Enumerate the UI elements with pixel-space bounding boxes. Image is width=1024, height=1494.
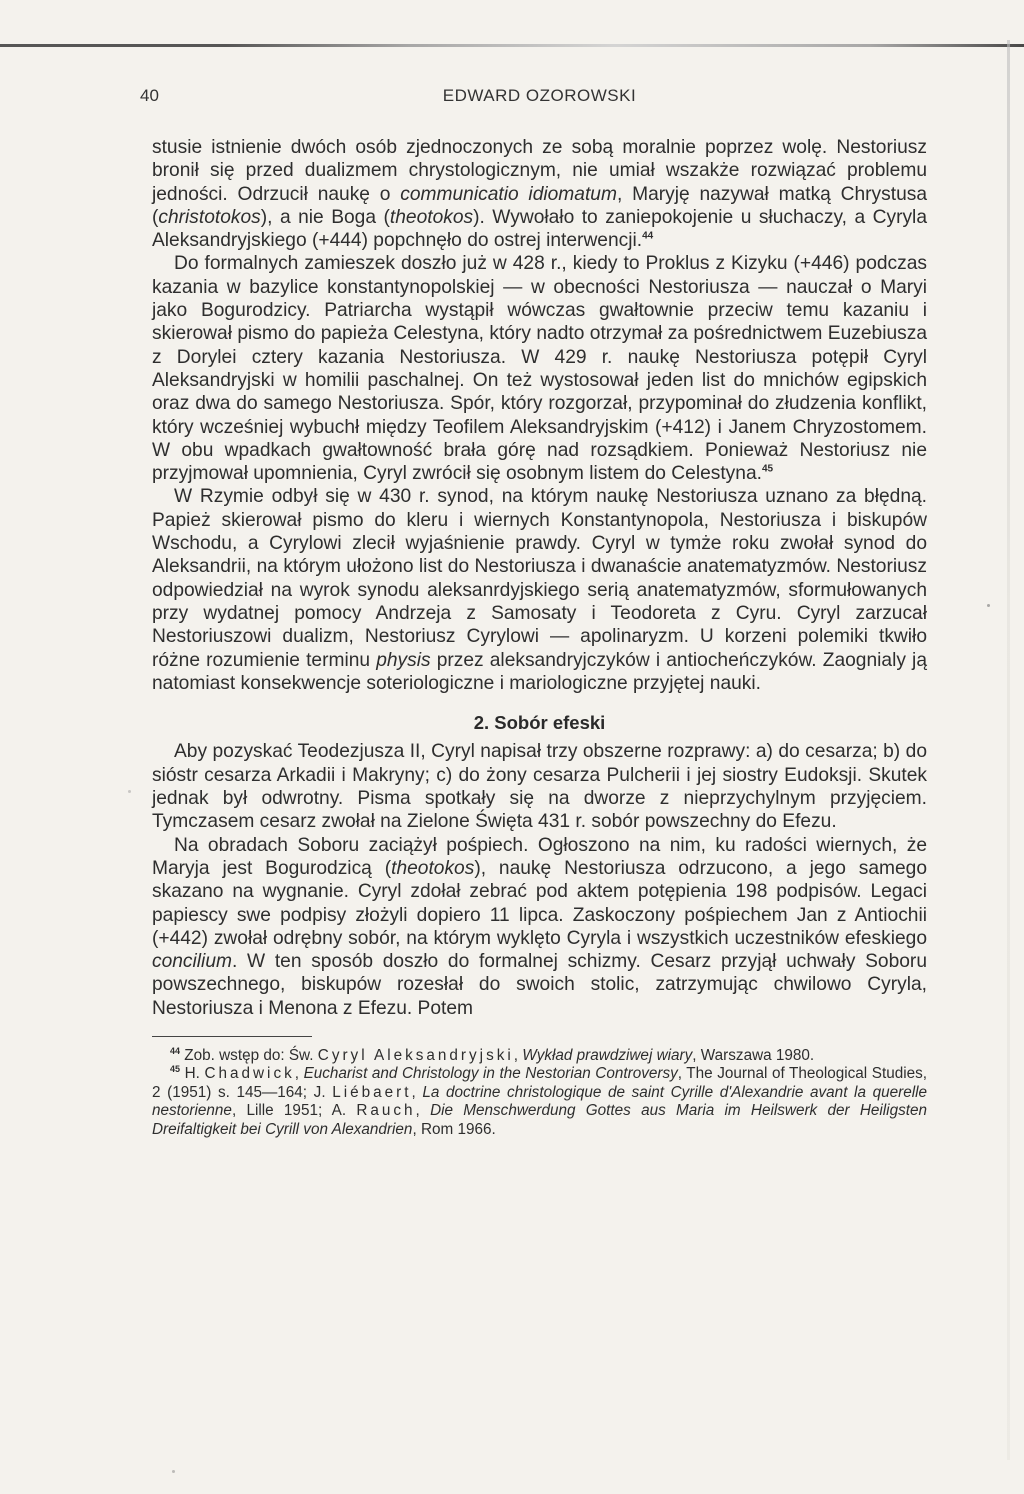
- paragraph-4: Aby pozyskać Teodezjusza II, Cyryl napisał trzy obszerne rozprawy: a) do cesarza; b) do sióstr cesarza Arkadii i Makryny; c) do żony cesarza Pulcherii i jej siostry Eudoksji. Skutek jednak był odwrotny. Pisma spotkały się na dworze z nieprzychylnym przyjęciem. Tymczasem cesarz zwołał na Zielone Święta 431 r. sobór powszechny do Efezu.: [152, 741, 927, 833]
- scan-speck: [172, 1470, 175, 1473]
- scan-speck: [987, 604, 990, 607]
- footnote-separator: [152, 1036, 312, 1037]
- body-text: [152, 136, 927, 1020]
- footnote-44: $^{44}$ Zob. wstęp do: Św. Cyryl Aleksandryjski, Wykład prawdziwej wiary, Warszawa 1980.: [170, 1045, 815, 1064]
- scan-right-edge: [1007, 40, 1010, 1460]
- footnote-45: $^{45}$ H. Chadwick, Eucharist and Christology in the Nestorian Controversy, The Journal of Theological Studies, 2 (1951) s. 145—164; J. Liébaert, La doctrine christologique de saint Cyrille d'Alexandrie avant la querelle nestorienne, Lille 1951; A. Rauch, Die Menschwerdung Gottes aus Maria im Heilswerk der Heiligsten Dreifaltigkeit bei Cyrill von Alexandrien, Rom 1966.: [152, 1064, 928, 1138]
- paragraph-1: stusie istnienie dwóch osób zjednoczonych ze sobą moralnie poprzez wolę. Nestoriusz bronił się przed dualizmem chrystologicznym, nie umiał wszakże rozwiązać problemu jedności. Odrzucił naukę o communicatio idiomatum, Maryję nazywał matką Chrystusa (christotokos), a nie Boga (theotokos). Wywołało to zaniepokojenie u słuchaczy, a Cyryla Aleksandryjskiego (+444) popchnęło do ostrej interwencji.$^{44}$: [152, 137, 928, 252]
- running-head: EDWARD OZOROWSKI: [442, 86, 637, 105]
- book-page: [140, 80, 928, 1139]
- footnotes: [152, 1047, 927, 1139]
- page-number: 40: [140, 86, 159, 105]
- section-heading: 2. Sobór efeski: [473, 712, 606, 734]
- paragraph-2: Do formalnych zamieszek doszło już w 428 r., kiedy to Proklus z Kizyku (+446) podczas kazania w bazylice konstantynopolskiej — w obecności Nestoriusza — nauczał o Maryi jako Bogurodzicy. Patriarcha wystąpił wówczas gwałtownie przeciw temu kazaniu i skierował pismo do papieża Celestyna, który nadto otrzymał za pośrednictwem Euzebiusza z Dorylei cztery kazania Nestoriusza. W 429 r. naukę Nestoriusza potępił Cyryl Aleksandryjski w homilii paschalnej. On też wystosował jeden list do mnichów egipskich oraz dwa do samego Nestoriusza. Spór, który rozgorzał, przypominał do złudzenia konflikt, który wcześniej wybuchł między Teofilem Aleksandryjskim (+412) i Janem Chryzostomem. W obu wpadkach gwałtowność brała górę nad rozsądkiem. Ponieważ Nestoriusz nie przyjmował upomnienia, Cyryl zwrócił się osobnym listem do Celestyna.$^{45}$: [152, 253, 927, 485]
- page-header: [140, 80, 927, 114]
- paragraph-3: W Rzymie odbył się w 430 r. synod, na którym naukę Nestoriusza uznano za błędną. Papież skierował pismo do kleru i wiernych Konstantynopola, Nestoriusza i biskupów Wschodu, a Cyrylowi zlecił wyjaśnienie prawdy. Cyryl w tymże roku zwołał synod do Aleksandrii, na którym ułożono list do Nestoriusza i dwanaście anatematyzmów. Nestoriusz odpowiedział na wyrok synodu aleksanrdyjskiego serią anatematyzmów, sformułowanych przy wydatnej pomocy Andrzeja z Samosaty i Teodoreta z Cyru. Cyryl zarzucał Nestoriuszowi dualizm, Nestoriusz Cyrylowi — apolinaryzm. U korzeni polemiki tkwiło różne rozumienie terminu physis przez aleksandryjczyków i antiocheńczyków. Zaognialy ją natomiast konsekwencje soteriologiczne i mariologiczne przyjętej nauki.: [152, 486, 927, 694]
- footnote-ref-44: 44: [642, 230, 654, 242]
- scan-speck: [128, 790, 131, 793]
- footnote-ref-45: 45: [761, 463, 774, 475]
- scan-top-rule: [0, 44, 1024, 47]
- paragraph-5: Na obradach Soboru zaciążył pośpiech. Ogłoszono na nim, ku radości wiernych, że Maryja jest Bogurodzicą (theotokos), naukę Nestoriusza odrzucono, a jego samego skazano na wygnanie. Cyryl zdołał zebrać pod aktem potępienia 198 podpisów. Legaci papiescy swe podpisy złożyli dopiero 11 lipca. Zaskoczony pośpiechem Jan z Antiochii (+442) zwołał odrębny sobór, na którym wyklęto Cyryla i wszystkich uczestników efeskiego concilium. W ten sposób doszło do formalnej schizmy. Cesarz przyjął uchwały Soboru powszechnego, biskupów rozesłał do swoich stolic, zatrzymując chwilowo Cyryla, Nestoriusza i Menona z Efezu. Potem: [152, 834, 928, 1019]
